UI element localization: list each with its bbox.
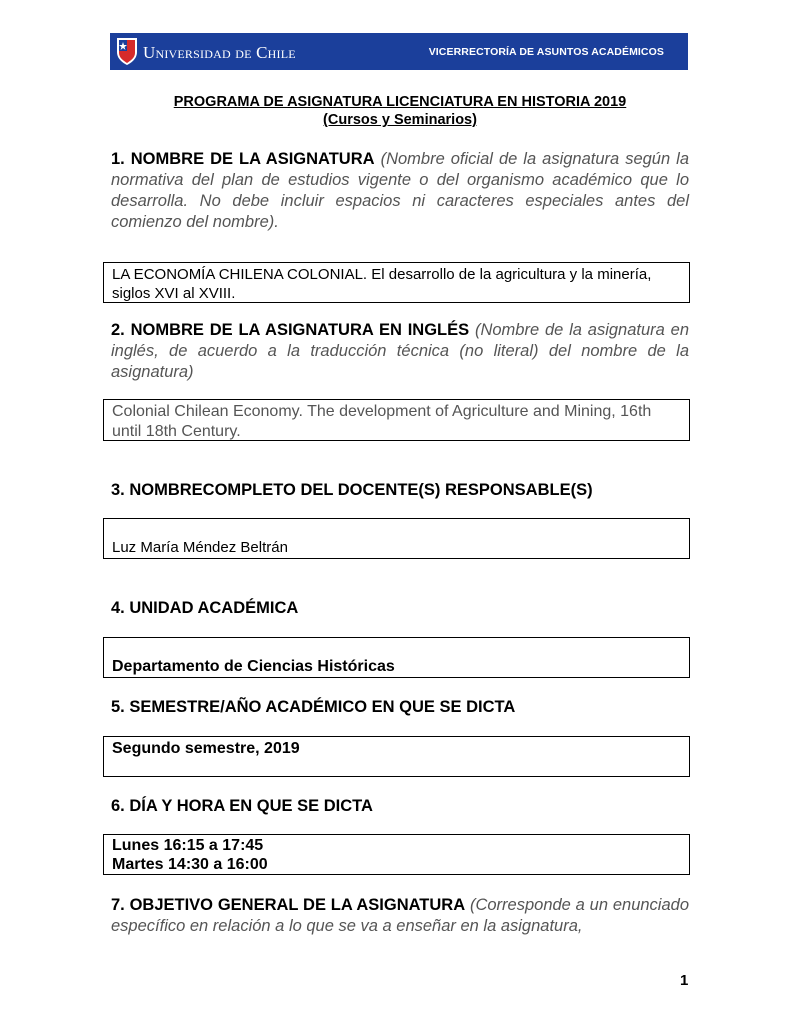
section-1-title: 1. NOMBRE DE LA ASIGNATURA — [111, 150, 375, 168]
section-3-heading: 3. NOMBRECOMPLETO DEL DOCENTE(S) RESPONSABLE(S) — [111, 481, 593, 499]
section-1-value: LA ECONOMÍA CHILENA COLONIAL. El desarrollo de la agricultura y la minería, siglos XVI al XVIII. — [103, 262, 690, 303]
university-crest-icon — [116, 36, 138, 66]
document-subtitle: (Cursos y Seminarios) — [323, 112, 477, 128]
university-name: Universidad de Chile — [143, 43, 296, 62]
schedule-line-tuesday: Martes 14:30 a 16:00 — [112, 856, 268, 873]
section-4-heading: 4. UNIDAD ACADÉMICA — [111, 599, 299, 617]
document-title: PROGRAMA DE ASIGNATURA LICENCIATURA EN HISTORIA 2019 — [173, 94, 627, 110]
section-7-note: (Corresponde a un enunciado específico en relación a lo que se va a enseñar en la asignatura, — [111, 896, 689, 935]
section-5-heading: 5. SEMESTRE/AÑO ACADÉMICO EN QUE SE DICTA — [111, 698, 516, 716]
section-4-value: Departamento de Ciencias Históricas — [103, 637, 690, 678]
schedule-line-monday: Lunes 16:15 a 17:45 — [112, 837, 264, 854]
section-2-title: 2. NOMBRE DE LA ASIGNATURA EN INGLÉS — [111, 321, 470, 339]
section-7-heading — [111, 895, 689, 937]
section-7-title: 7. OBJETIVO GENERAL DE LA ASIGNATURA — [111, 896, 466, 914]
section-6-value — [103, 834, 690, 875]
section-2-note: (Nombre de la asignatura en inglés, de acuerdo a la traducción técnica (no literal) del nombre de la asignatura) — [111, 321, 689, 381]
section-3-value: Luz María Méndez Beltrán — [103, 518, 690, 559]
header-banner — [110, 33, 688, 70]
section-5-value: Segundo semestre, 2019 — [103, 736, 690, 777]
section-1-heading — [111, 149, 689, 233]
section-2-value: Colonial Chilean Economy. The development of Agriculture and Mining, 16th until 18th Century. — [103, 399, 690, 441]
section-2-heading — [111, 320, 689, 383]
section-6-heading: 6. DÍA Y HORA EN QUE SE DICTA — [111, 797, 373, 815]
office-name: VICERRECTORÍA DE ASUNTOS ACADÉMICOS — [428, 46, 664, 58]
section-1-note: (Nombre oficial de la asignatura según la normativa del plan de estudios vigente o del organismo académico que lo desarrolla. No debe incluir espacios ni caracteres especiales antes del comienzo del nombre). — [111, 150, 689, 231]
page-number: 1 — [680, 972, 689, 989]
